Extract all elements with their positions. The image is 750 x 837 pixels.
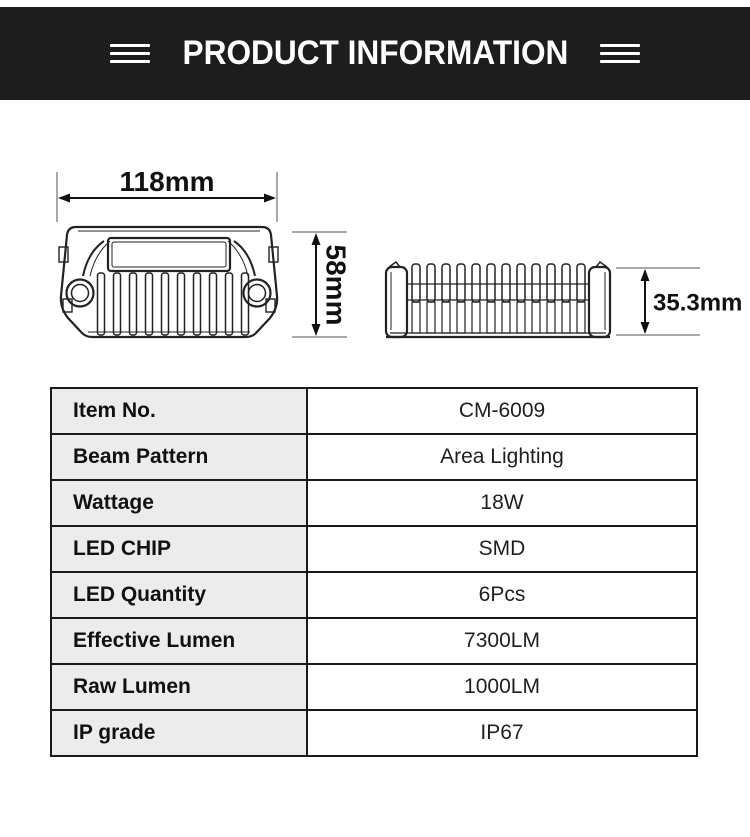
front-width-label: 118mm <box>119 166 215 197</box>
spec-label: Wattage <box>51 480 307 526</box>
product-information-page <box>0 7 750 837</box>
spec-value: 6Pcs <box>307 572 697 618</box>
table-row <box>51 618 697 664</box>
front-width-dimension <box>57 166 277 222</box>
page-title: PRODUCT INFORMATION <box>182 34 568 72</box>
header-banner <box>0 7 750 100</box>
table-row <box>51 710 697 756</box>
spec-value: 1000LM <box>307 664 697 710</box>
front-view-drawing <box>59 227 278 337</box>
spec-label: Effective Lumen <box>51 618 307 664</box>
spec-table <box>50 387 698 757</box>
table-row <box>51 388 697 434</box>
table-row <box>51 572 697 618</box>
spec-label: LED CHIP <box>51 526 307 572</box>
spec-label: LED Quantity <box>51 572 307 618</box>
spec-value: CM-6009 <box>307 388 697 434</box>
side-height-dimension <box>616 268 742 335</box>
spec-table-body <box>51 388 697 756</box>
side-view-drawing <box>386 262 610 337</box>
spec-label: Beam Pattern <box>51 434 307 480</box>
table-row <box>51 664 697 710</box>
side-height-label: 35.3mm <box>653 289 743 317</box>
menu-lines-left-icon <box>110 44 150 63</box>
spec-value: 7300LM <box>307 618 697 664</box>
spec-value: IP67 <box>307 710 697 756</box>
spec-label: IP grade <box>51 710 307 756</box>
spec-value: SMD <box>307 526 697 572</box>
table-row <box>51 526 697 572</box>
table-row <box>51 480 697 526</box>
spec-value: 18W <box>307 480 697 526</box>
menu-lines-right-icon <box>600 44 640 63</box>
spec-label: Raw Lumen <box>51 664 307 710</box>
table-row <box>51 434 697 480</box>
spec-value: Area Lighting <box>307 434 697 480</box>
spec-label: Item No. <box>51 388 307 434</box>
dimension-diagram <box>0 100 750 387</box>
front-height-label: 58mm <box>320 244 352 326</box>
front-height-dimension <box>292 232 352 337</box>
